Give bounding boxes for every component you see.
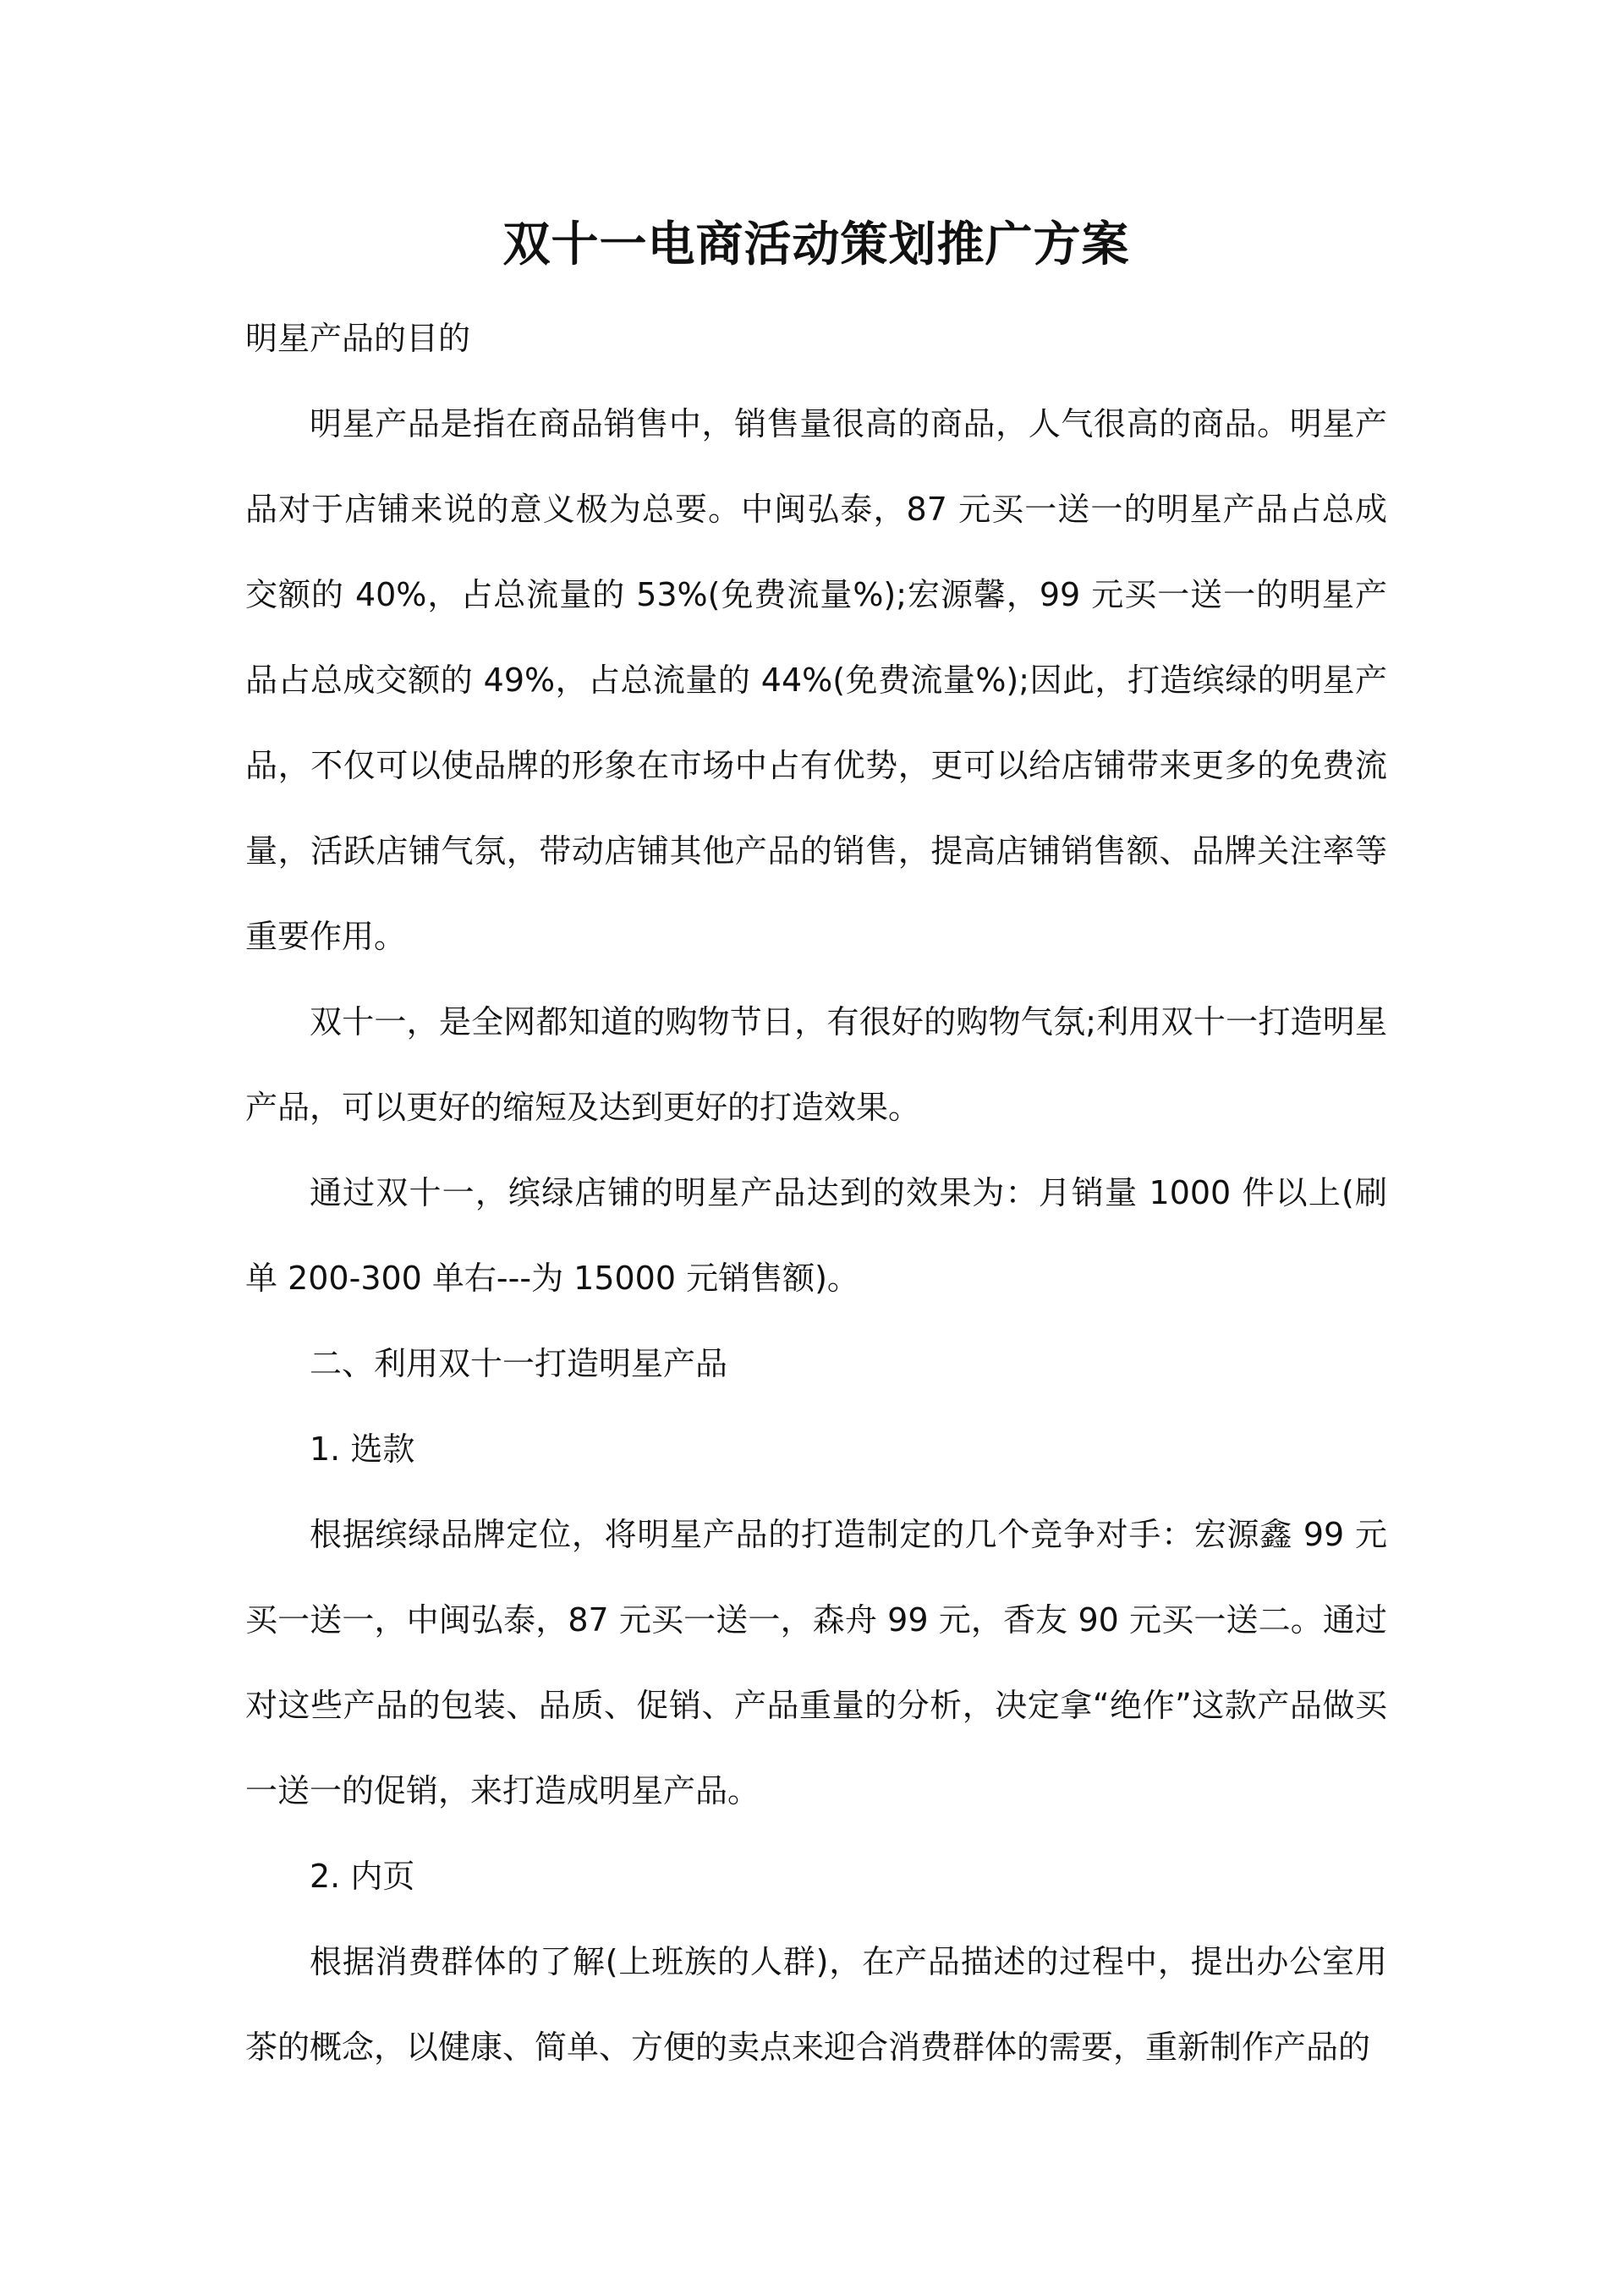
- paragraph-target-effect: 通过双十一，缤绿店铺的明星产品达到的效果为：月销量 1000 件以上(刷单 200-300 单右---为 15000 元销售额)。: [245, 1174, 1387, 1297]
- paragraph-star-product-definition: 明星产品是指在商品销售中，销售量很高的商品，人气很高的商品。明星产品对于店铺来说的意义极为总要。中闽弘泰，87 元买一送一的明星产品占总成交额的 40%，占总流量的 53%(免费流量%);宏源馨，99 元买一送一的明星产品占总成交额的 49%，占总流量的 44%(免费流量%);因此，打造缤绿的明星产品，不仅可以使品牌的形象在市场中占有优势，更可以给店铺带来更多的免费流量，活跃店铺气氛，带动店铺其他产品的销售，提高店铺销售额、品牌关注率等重要作用。: [245, 405, 1387, 955]
- paragraph-selection: 根据缤绿品牌定位，将明星产品的打造制定的几个竞争对手：宏源鑫 99 元买一送一，中闽弘泰，87 元买一送一，森舟 99 元，香友 90 元买一送二。通过对这些产品的包装、品质、促销、产品重量的分析，决定拿“绝作”这款产品做买一送一的促销，来打造成明星产品。: [245, 1516, 1387, 1809]
- document-body: [245, 296, 1387, 2090]
- section-heading-purpose: 明星产品的目的: [245, 320, 471, 357]
- item-heading-selection: 1. 选款: [310, 1430, 415, 1468]
- item-heading-inner-page: 2. 内页: [310, 1858, 415, 1895]
- document-title: 双十一电商活动策划推广方案: [502, 217, 1130, 272]
- section-heading-build-star-product: 二、利用双十一打造明星产品: [310, 1345, 728, 1382]
- paragraph-inner-page: 根据消费群体的了解(上班族的人群)，在产品描述的过程中，提出办公室用茶的概念，以健康、简单、方便的卖点来迎合消费群体的需要，重新制作产品的: [245, 1943, 1387, 2066]
- paragraph-double-eleven: 双十一，是全网都知道的购物节日，有很好的购物气氛;利用双十一打造明星产品，可以更好的缩短及达到更好的打造效果。: [245, 1003, 1387, 1126]
